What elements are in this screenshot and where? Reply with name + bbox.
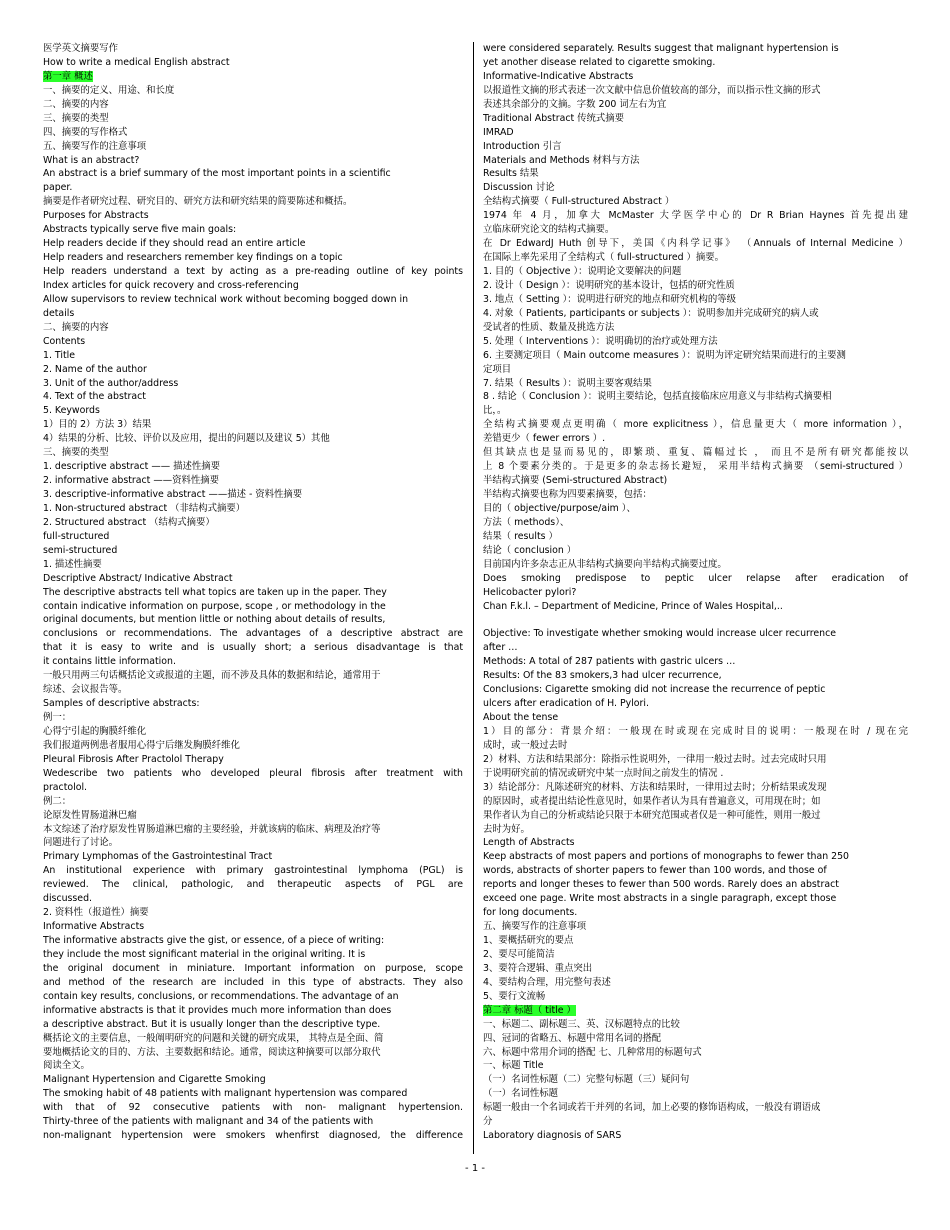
left-column-line: 例一： [43, 712, 72, 723]
left-column-line: 三、摘要的类型 [43, 112, 109, 124]
right-column-line: Length of Abstracts [483, 837, 575, 849]
left-column-line: 2. 资料性（报道性）摘要 [43, 907, 149, 919]
right-column-line: exceed one page. Write most abstracts in a single paragraph, except those [483, 893, 837, 905]
left-column-line: it contains little information. [43, 656, 176, 668]
right-column-line: 2）材料、方法和结果部分：除指示性说明外，一律用一般过去时。过去完成时只用 [483, 753, 827, 765]
right-column-line: 果作者认为自己的分析或结论只限于本研究范围或者仅是一种可能性，则用一般过 [483, 809, 821, 821]
left-column-line: 1. 描述性摘要 [43, 558, 102, 570]
left-column-line: Pleural Fibrosis After Practolol Therapy [43, 753, 224, 765]
left-column-line: Samples of descriptive abstracts: [43, 698, 200, 710]
right-column-line: 受试者的性质、数量及挑选方法 [483, 321, 615, 333]
left-column-line: The smoking habit of 48 patients with malignant hypertension was compared [43, 1088, 408, 1100]
left-column-line: that it is easy to write and is usually short; a serious disadvantage is that [43, 642, 463, 654]
right-column-line: 分 [483, 1116, 493, 1128]
right-column-line: Introduction 引言 [483, 140, 562, 152]
right-column-line: words, abstracts of shorter papers to fewer than 100 words, and those of [483, 865, 827, 877]
chapter-heading: 第二章 标题（ title ） [483, 1004, 576, 1016]
left-column-line: 医学英文摘要写作 [43, 43, 119, 54]
right-column-line: Materials and Methods 材料与方法 [483, 154, 640, 166]
right-column-line: 4. 对象（ Patients, participants or subjects ）：说明参加并完成研究的病人或 [483, 307, 819, 319]
right-column-line: 1、要概括研究的要点 [483, 935, 574, 946]
right-column-line: reports and longer theses to fewer than 500 words. Rarely does an abstract [483, 879, 839, 891]
right-column-line: Informative-Indicative Abstracts [483, 70, 634, 82]
right-column-line: 五、摘要写作的注意事项 [483, 921, 587, 933]
left-column-line: 2. Name of the author [43, 363, 147, 375]
left-column-line: Descriptive Abstract/ Indicative Abstract [43, 572, 233, 584]
left-column-line: 一、摘要的定义、用途、和长度 [43, 84, 175, 96]
left-column-line: Wedescribe two patients who developed pleural fibrosis after treatment with [43, 767, 463, 779]
left-column-line: 1. Title [43, 349, 76, 361]
left-column-line: they include the most significant material in the original writing. It is [43, 948, 366, 960]
right-column-line: Conclusions: Cigarette smoking did not increase the recurrence of peptic [483, 684, 826, 696]
left-column-line: 5. Keywords [43, 405, 100, 417]
right-column-line: 目前国内许多杂志正从非结构式摘要向半结构式摘要过度。 [483, 558, 727, 570]
right-column-line: 3、要符合逻辑、重点突出 [483, 962, 593, 974]
left-column-line: 三、摘要的类型 [43, 447, 109, 459]
right-column-line: 1974 年 4 月，加拿大 McMaster 大学医学中心的 Dr R Brian Haynes 首先提出建 [483, 210, 908, 222]
left-column-line: Informative Abstracts [43, 921, 145, 933]
left-column-line: details [43, 307, 75, 319]
left-column-line: contain key results, conclusions, or recommendations. The advantage of an [43, 990, 399, 1002]
right-column-line: ulcers after eradication of H. Pylori. [483, 698, 649, 710]
right-column-line: （一）名词性标题（二）完整句标题（三）疑问句 [483, 1074, 690, 1086]
left-column-line: discussed. [43, 893, 93, 905]
right-column-line: Results: Of the 83 smokers,3 had ulcer recurrence, [483, 670, 722, 682]
right-column-line: （一）名词性标题 [483, 1088, 559, 1100]
left-column-line: 2. Structured abstract （结构式摘要） [43, 516, 215, 528]
right-column-line: Objective: To investigate whether smoking would increase ulcer recurrence [483, 628, 837, 640]
right-column-line: 5、要行文流畅 [483, 990, 546, 1002]
right-column-line: 成时，或一般过去时 [483, 739, 568, 751]
left-column-line: 我们报道两例患者服用心得宁后继发胸膜纤维化 [43, 739, 240, 751]
right-column-line: Traditional Abstract 传统式摘要 [483, 112, 624, 124]
left-column-line: Malignant Hypertension and Cigarette Smoking [43, 1074, 266, 1086]
right-column-line: Chan F.k.l. – Department of Medicine, Prince of Wales Hospital,.. [483, 600, 783, 612]
left-column-line: 问题进行了讨论。 [43, 837, 119, 849]
left-column-line: Abstracts typically serve five main goals: [43, 224, 237, 236]
right-column-line: 在国际上率先采用了全结构式（ full-structured ）摘要。 [483, 252, 725, 264]
right-column-line: 2、要尽可能简洁 [483, 948, 555, 960]
left-column-line: Purposes for Abstracts [43, 210, 149, 222]
right-column-line: Laboratory diagnosis of SARS [483, 1130, 622, 1142]
right-column-line: Results 结果 [483, 168, 539, 180]
left-column [43, 42, 463, 1143]
left-column-line: with that of 92 consecutive patients with non- malignant hypertension. [43, 1102, 463, 1114]
right-column-line: 去时为好。 [483, 823, 530, 835]
right-column-line: 4、要结构合理，用完整句表述 [483, 976, 611, 988]
left-column-line: 综述、会议报告等。 [43, 684, 128, 696]
left-column-line: 要地概括论文的目的、方法、主要数据和结论。通常，阅读这种摘要可以部分取代 [43, 1046, 381, 1058]
right-column-line: 四、冠词的省略五、标题中常用名词的搭配 [483, 1032, 662, 1044]
left-column-line: contain indicative information on purpose, scope , or methodology in the [43, 600, 386, 612]
left-column-line: 概括论文的主要信息，一般阐明研究的问题和关键的研究成果， 其特点是全面、简 [43, 1032, 384, 1044]
right-column-line: Does smoking predispose to peptic ulcer relapse after eradication of [483, 572, 908, 584]
left-column-line: Help readers and researchers remember key findings on a topic [43, 252, 343, 264]
left-column-line: 2. informative abstract ——资料性摘要 [43, 475, 219, 487]
right-column-line: 立临床研究论文的结构式摘要。 [483, 224, 615, 236]
right-column-line: 六、标题中常用介词的搭配 七、几种常用的标题句式 [483, 1046, 702, 1058]
left-column-line: 论原发性胃肠道淋巴瘤 [43, 809, 137, 821]
right-column-line [483, 613, 908, 627]
left-column-line: 3. Unit of the author/address [43, 377, 179, 389]
right-column-line: 3. 地点（ Setting ）：说明进行研究的地点和研究机构的等级 [483, 293, 737, 305]
left-column-line: How to write a medical English abstract [43, 56, 230, 68]
left-column-line: non-malignant hypertension were smokers whenfirst diagnosed, the difference [43, 1130, 463, 1142]
left-column-line: Help readers understand a text by acting as a pre-reading outline of key points [43, 266, 463, 277]
right-column-line: 结论（ conclusion ） [483, 544, 577, 556]
right-column-line: 1）目的部分：背景介绍：一般现在时或现在完成时目的说明：一般现在时 / 现在完 [483, 725, 908, 737]
right-column-line: Keep abstracts of most papers and portions of monographs to fewer than 250 [483, 851, 850, 863]
left-column-line: a descriptive abstract. But it is usually longer than the descriptive type. [43, 1018, 381, 1030]
left-column-line: paper. [43, 182, 73, 194]
chapter-heading: 第一章 概述 [43, 70, 93, 82]
right-column-line: 目的（ objective/purpose/aim ）、 [483, 502, 636, 514]
left-column-line: 二、摘要的内容 [43, 321, 109, 333]
right-column-line: 在 Dr EdwardJ Huth 创导下，美国《内科学记事》 （Annuals of Internal Medicine ） [483, 238, 908, 250]
left-column-line: 阅读全文。 [43, 1060, 90, 1072]
right-column-line: 方法（ methods）、 [483, 516, 570, 528]
left-column-line: the original document in miniature. Important information on purpose, scope [43, 962, 463, 974]
left-column-line: An institutional experience with primary gastrointestinal lymphoma (PGL) is [43, 865, 463, 877]
right-column-line: 半结构式摘要 (Semi-structured Abstract) [483, 475, 668, 487]
right-column-line: 表述其余部分的文摘。字数 200 词左右为宜 [483, 98, 667, 110]
right-column-line: 全结构式摘要观点更明确（ more explicitness ），信息量更大（ more information ）， [483, 419, 908, 431]
left-column-line: 心得宁引起的胸膜纤维化 [43, 725, 147, 737]
left-column-line: reviewed. The clinical, pathologic, and therapeutic aspects of PGL are [43, 879, 463, 891]
right-column-line: 2. 设计（ Design ）：说明研究的基本设计，包括的研究性质 [483, 279, 735, 291]
left-column-line: 本文综述了治疗原发性胃肠道淋巴瘤的主要经验，并就该病的临床、病理及治疗等 [43, 823, 381, 835]
left-column-line: 1）目的 2）方法 3）结果 [43, 419, 152, 431]
left-column-line: 1. descriptive abstract —— 描述性摘要 [43, 461, 220, 473]
left-column-line [43, 70, 463, 84]
left-column-line: An abstract is a brief summary of the most important points in a scientific [43, 168, 391, 180]
right-column-line: 6. 主要测定项目（ Main outcome measures ）：说明为评定研究结果而进行的主要测 [483, 349, 846, 361]
left-column-line: 摘要是作者研究过程、研究目的、研究方法和研究结果的简要陈述和概括。 [43, 196, 353, 208]
right-column-line: 全结构式摘要（ Full-structured Abstract ） [483, 196, 675, 208]
left-column-line: Primary Lymphomas of the Gastrointestinal Tract [43, 851, 273, 863]
left-column-line: 五、摘要写作的注意事项 [43, 140, 147, 152]
right-column-line: 的原因时，或者提出结论性意见时，如果作者认为具有普遍意义，可用现在时；如 [483, 795, 821, 807]
right-column-line: for long documents. [483, 907, 578, 919]
right-column-line: yet another disease related to cigarette smoking. [483, 56, 716, 68]
left-column-line: 一般只用两三句话概括论文或报道的主题，而不涉及具体的数据和结论，通常用于 [43, 670, 381, 682]
left-column-line: Allow supervisors to review technical work without becoming bogged down in [43, 293, 409, 305]
right-column-line: 于说明研究前的情况或研究中某一点时间之前发生的情况 . [483, 767, 724, 779]
right-column-line [483, 1004, 908, 1018]
right-column-line: 差错更少（ fewer errors ）. [483, 433, 606, 445]
left-column-line: Contents [43, 335, 86, 347]
left-column-line: The informative abstracts give the gist, or essence, of a piece of writing: [43, 935, 385, 946]
right-column-line: 标题一般由一个名词或若干并列的名词，加上必要的修饰语构成，一般没有谓语成 [483, 1102, 821, 1114]
right-column-line: 8 . 结论（ Conclusion ）：说明主要结论，包括直接临床应用意义与非结构式摘要相 [483, 391, 832, 403]
left-column-line: Index articles for quick recovery and cross-referencing [43, 279, 299, 291]
right-column-line: 一、标题二、副标题三、英、汉标题特点的比较 [483, 1018, 680, 1030]
right-column-line: 比，。 [483, 405, 507, 417]
right-column-line: About the tense [483, 712, 559, 723]
left-column-line: Help readers decide if they should read an entire article [43, 238, 306, 250]
left-column-line: informative abstracts is that it provides much more information than does [43, 1004, 392, 1016]
left-column-line: and method of the research are included in this type of abstracts. They also [43, 976, 463, 988]
left-column-line: 4. Text of the abstract [43, 391, 146, 403]
left-column-line: 3. descriptive-informative abstract ——描述 - 资料性摘要 [43, 489, 303, 500]
left-column-line: semi-structured [43, 544, 118, 556]
page-number: - 1 - [465, 1163, 485, 1174]
right-column-line: 5. 处理（ Interventions ）：说明确切的治疗或处理方法 [483, 335, 718, 347]
right-column-line: 结果（ results ） [483, 530, 558, 542]
right-column-line: 7. 结果（ Results ）：说明主要客观结果 [483, 377, 652, 389]
left-column-line: conclusions or recommendations. The advantages of a descriptive abstract are [43, 628, 463, 640]
right-column [483, 42, 908, 1143]
left-column-line: Thirty-three of the patients with malignant and 34 of the patients with [43, 1116, 374, 1128]
right-column-line: Discussion 讨论 [483, 182, 555, 194]
left-column-line: 例二： [43, 795, 72, 807]
right-column-line: 但其缺点也是显而易见的，即繁琐、重复、篇幅过长 ， 而且不是所有研究都能按以 [483, 447, 908, 459]
right-column-line: Helicobacter pylori? [483, 586, 577, 598]
right-column-line: 以报道性文摘的形式表述一次文献中信息价值较高的部分，而以指示性文摘的形式 [483, 84, 821, 96]
column-divider [473, 42, 474, 1154]
right-column-line: were considered separately. Results suggest that malignant hypertension is [483, 43, 839, 54]
left-column-line: 二、摘要的内容 [43, 98, 109, 110]
left-column-line: 1. Non-structured abstract （非结构式摘要） [43, 502, 246, 514]
left-column-line: practolol. [43, 781, 88, 793]
right-column-line: 上 8 个要素分类的。于是更多的杂志扬长避短， 采用半结构式摘要 （semi-structured ） [483, 461, 908, 473]
right-column-line: IMRAD [483, 126, 514, 138]
left-column-line: 四、摘要的写作格式 [43, 126, 128, 138]
right-column-line: after … [483, 642, 518, 654]
right-column-line: 1. 目的（ Objective ）：说明论文要解决的问题 [483, 266, 682, 277]
right-column-line: 半结构式摘要也称为四要素摘要，包括： [483, 489, 652, 500]
left-column-line: 4）结果的分析、比较、评价以及应用，提出的问题以及建议 5）其他 [43, 433, 330, 445]
left-column-line: full-structured [43, 530, 110, 542]
right-column-line: 一、标题 Title [483, 1060, 544, 1072]
right-column-line: 定项目 [483, 363, 512, 375]
left-column-line: The descriptive abstracts tell what topics are taken up in the paper. They [43, 586, 387, 598]
left-column-line: What is an abstract? [43, 154, 140, 166]
right-column-line: Methods: A total of 287 patients with gastric ulcers … [483, 656, 736, 668]
left-column-line: original documents, but mention little or nothing about details of results, [43, 614, 386, 626]
right-column-line: 3）结论部分：凡陈述研究的材料、方法和结果时，一律用过去时；分析结果或发现 [483, 781, 827, 793]
